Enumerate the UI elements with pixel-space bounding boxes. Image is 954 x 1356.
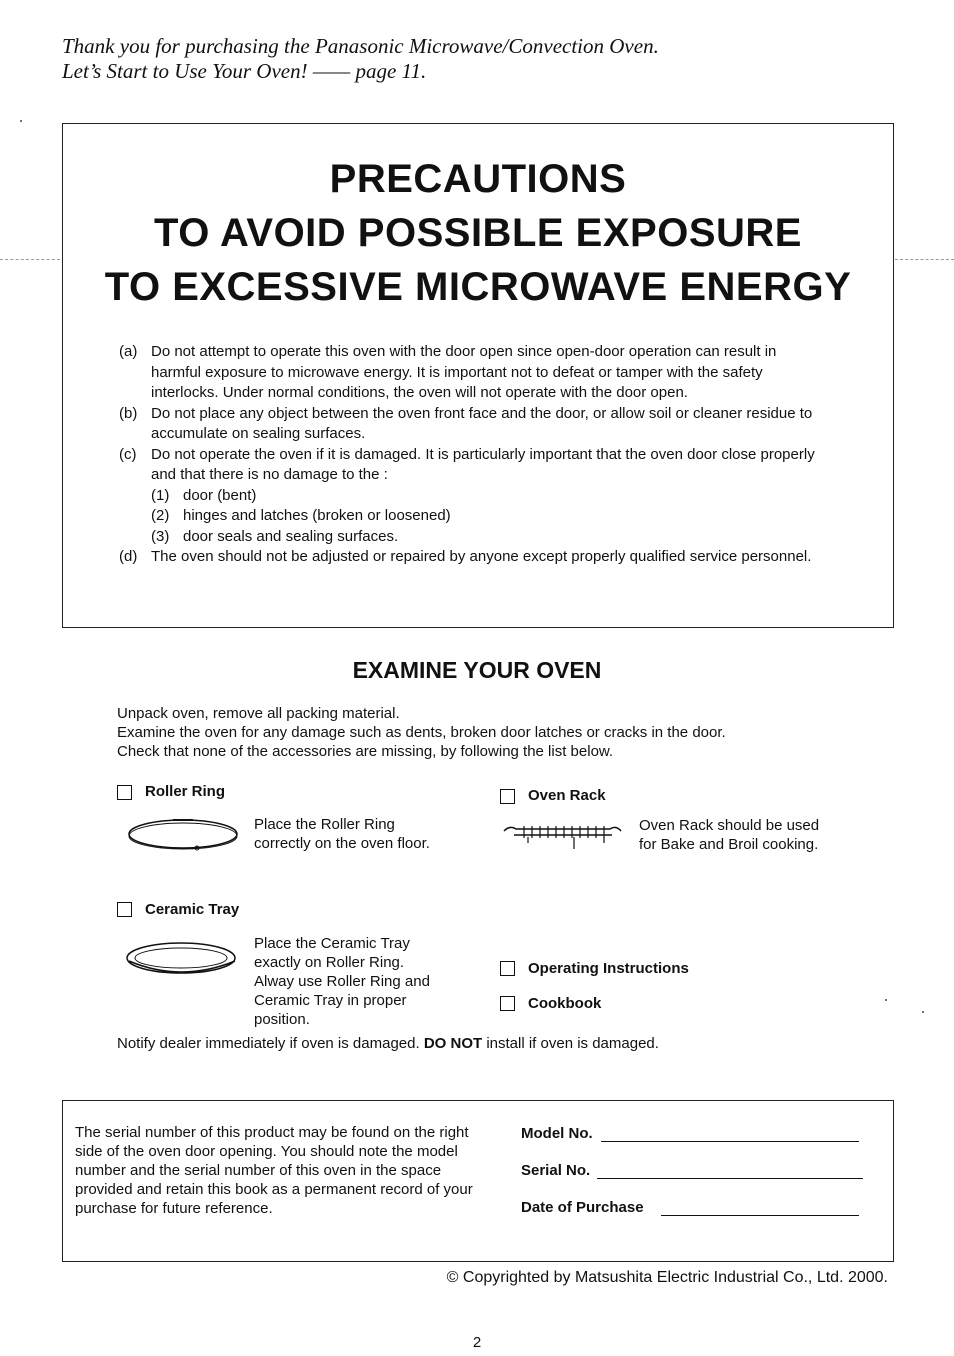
fold-line-right (895, 259, 954, 260)
precautions-title-1: PRECAUTIONS (329, 157, 627, 201)
ceramic-tray-desc-line: position. (254, 1011, 310, 1028)
examine-intro-line: Unpack oven, remove all packing material. (117, 705, 400, 722)
serial-no-label: Serial No. (521, 1162, 591, 1179)
ceramic-tray-desc-line: Alway use Roller Ring and (254, 973, 430, 990)
notify-bold: DO NOT (423, 1035, 483, 1052)
oven-rack-desc-line: for Bake and Broil cooking. (639, 836, 819, 853)
oven-rack-desc (639, 816, 819, 854)
scan-mark (20, 120, 22, 122)
precaution-marker: (d) (119, 548, 138, 565)
subitem-marker: (2) (151, 507, 170, 524)
roller-ring-desc (254, 815, 430, 853)
precaution-item (119, 342, 819, 404)
roller-ring-desc-line: correctly on the oven floor. (254, 835, 430, 852)
precaution-text: The oven should not be adjusted or repaired by anyone except properly qualified service personnel. (151, 548, 812, 565)
oven-rack-checkbox[interactable] (500, 789, 515, 804)
precaution-item (119, 445, 819, 486)
precaution-subitem (119, 486, 819, 507)
examine-intro-line: Examine the oven for any damage such as dents, broken door latches or cracks in the door. (117, 724, 726, 741)
examine-intro (117, 704, 726, 761)
precautions-title-2: TO AVOID POSSIBLE EXPOSURE (154, 211, 802, 255)
roller-ring-checkbox[interactable] (117, 785, 132, 800)
operating-instructions-label: Operating Instructions (528, 960, 689, 977)
precaution-text: Do not place any object between the oven front face and the door, or allow soil or cleaner residue to accumulate on sealing surfaces. (151, 404, 813, 442)
operating-instructions-checkbox[interactable] (500, 961, 515, 976)
model-no-line[interactable] (601, 1141, 859, 1142)
scan-mark (922, 1011, 924, 1013)
roller-ring-label: Roller Ring (145, 783, 226, 800)
ceramic-tray-icon (123, 939, 243, 981)
fold-line-left (0, 259, 60, 260)
page-number: 2 (472, 1334, 482, 1351)
precautions-title-3: TO EXCESSIVE MICROWAVE ENERGY (104, 265, 852, 309)
oven-rack-desc-line: Oven Rack should be used (639, 817, 820, 834)
precaution-subitem (119, 527, 819, 548)
notify-after: install if oven is damaged. (482, 1035, 659, 1052)
ceramic-tray-desc-line: exactly on Roller Ring. (254, 954, 405, 971)
examine-intro-line: Check that none of the accessories are missing, by following the list below. (117, 743, 614, 760)
precaution-item (119, 404, 819, 445)
ceramic-tray-checkbox[interactable] (117, 902, 132, 917)
copyright: © Copyrighted by Matsushita Electric Industrial Co., Ltd. 2000. (446, 1269, 888, 1286)
date-of-purchase-line[interactable] (661, 1215, 859, 1216)
notify-before: Notify dealer immediately if oven is damaged. (117, 1035, 424, 1052)
subitem-text: door (bent) (183, 486, 257, 504)
serial-info-text: The serial number of this product may be found on the right side of the oven door opening. You should note the model number and the serial number of this oven in the space provided and retain this book as a permanent record of your purchase for future reference. (75, 1124, 473, 1217)
precaution-item (119, 547, 819, 568)
precaution-marker: (b) (119, 404, 138, 422)
serial-no-line[interactable] (597, 1178, 863, 1179)
subitem-marker: (1) (151, 486, 170, 504)
notify-text (117, 1035, 659, 1052)
precaution-text: Do not operate the oven if it is damaged. It is particularly important that the oven door close properly and that there is no damage to the : (151, 445, 815, 483)
intro-text (62, 34, 922, 84)
roller-ring-desc-line: Place the Roller Ring (254, 816, 395, 833)
ceramic-tray-desc-line: Ceramic Tray in proper (254, 992, 407, 1009)
precaution-subitem (119, 506, 819, 527)
scan-mark (885, 999, 887, 1001)
precautions-list (119, 342, 819, 568)
record-box (62, 1100, 894, 1262)
intro-line-1: Thank you for purchasing the Panasonic Microwave/Convection Oven. (62, 34, 659, 58)
roller-ring-icon (125, 813, 243, 855)
precautions-box (62, 123, 894, 628)
intro-line-2: Let’s Start to Use Your Oven! —— page 11. (62, 59, 427, 83)
date-of-purchase-label: Date of Purchase (521, 1199, 644, 1216)
oven-rack-icon (500, 817, 625, 853)
precaution-text: Do not attempt to operate this oven with the door open since open-door operation can result in harmful exposure to microwave energy. It is important not to defeat or tamper with the safety interlocks. Under normal conditions, the oven will not operate with the door open. (151, 343, 777, 401)
subitem-text: hinges and latches (broken or loosened) (183, 507, 451, 524)
subitem-text: door seals and sealing surfaces. (183, 527, 399, 545)
precaution-marker: (c) (119, 445, 137, 463)
precaution-marker: (a) (119, 343, 138, 360)
ceramic-tray-label: Ceramic Tray (145, 901, 240, 918)
model-no-label: Model No. (521, 1125, 593, 1142)
cookbook-label: Cookbook (528, 995, 602, 1012)
ceramic-tray-desc (254, 934, 430, 1029)
ceramic-tray-desc-line: Place the Ceramic Tray (254, 935, 410, 952)
cookbook-checkbox[interactable] (500, 996, 515, 1011)
examine-heading: EXAMINE YOUR OVEN (352, 657, 602, 683)
subitem-marker: (3) (151, 527, 170, 545)
oven-rack-label: Oven Rack (528, 787, 606, 804)
